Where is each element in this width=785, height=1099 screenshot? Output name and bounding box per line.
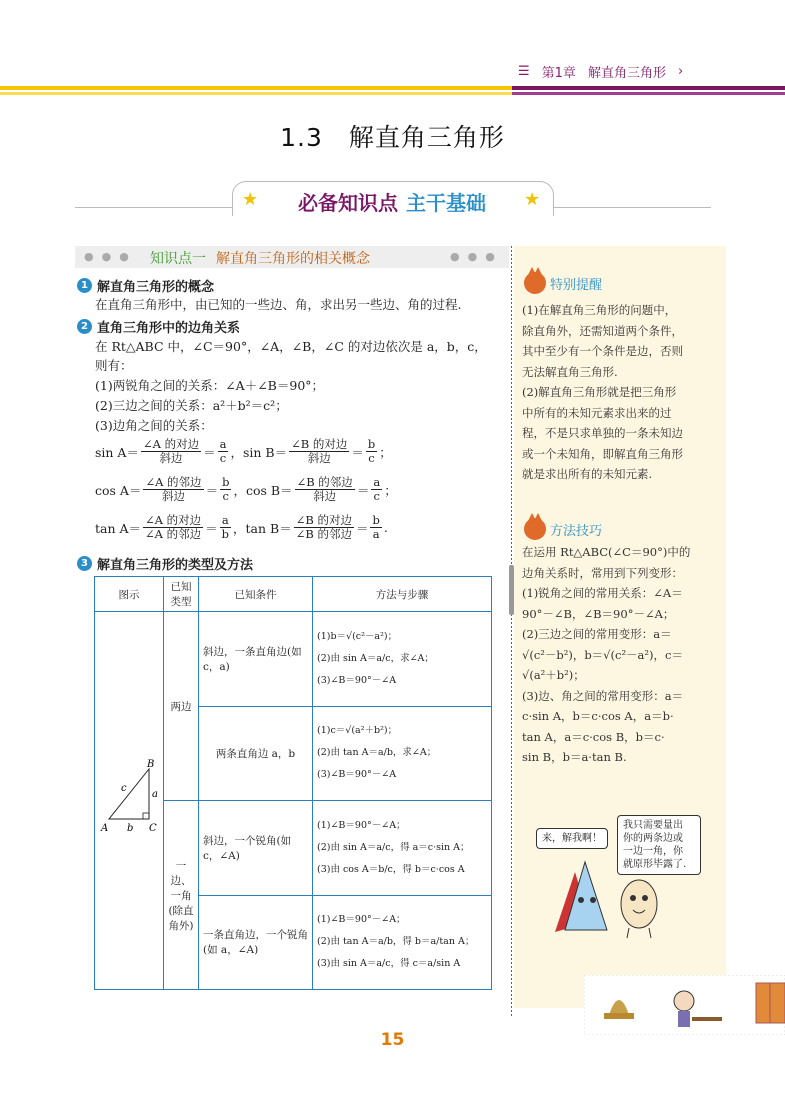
header-stripe [0,86,512,90]
banner-title [232,187,552,216]
bubble-line: 你的两条边或 [623,833,683,844]
table-header: 已知条件 [199,577,313,612]
item-heading-text: 解直角三角形的概念 [97,280,215,295]
number-badge: 1 [77,278,92,293]
step: (2)由 tan A＝a/b，求∠A； [317,747,437,759]
speech-bubble: 来，解我啊！ [536,828,608,849]
side-label: c [121,783,127,794]
tip-line: √(c²－b²)，b＝√(c²－a²)，c＝ [522,647,683,662]
tip-line: 中所有的未知元素求出来的过 [522,405,672,420]
section-label: 知识点一 [150,251,206,267]
fraction: $\frac{a}{b}$ [221,513,230,541]
step: (3)由 cos A＝b/c，得 b＝c·cos A [317,863,465,875]
tip-line: 在运用 Rt△ABC(∠C＝90°)中的 [522,545,691,559]
step: (3)∠B＝90°－∠A [317,674,397,686]
table-header-row [95,577,492,612]
side-label: b [127,823,134,834]
fraction: $\frac{\text{∠A 的对边}}{\text{∠A 的邻边}}$ [145,513,202,541]
item-heading-text: 解直角三角形的类型及方法 [97,558,254,573]
step: (2)由 tan A＝a/b，得 b＝a/tan A； [317,936,475,948]
fraction: $\frac{b}{c}$ [222,475,230,503]
cat-mascot-icon [524,272,546,294]
paragraph: (1)两锐角之间的关系：∠A＋∠B＝90°； [95,378,325,393]
column-divider [511,246,512,1016]
table-row [95,612,492,707]
formula-label: cos A＝ [95,482,142,498]
formula-label: ，sin B＝ [230,444,288,460]
side-label: a [152,789,158,800]
banner-part1: 必备知识点 [298,191,398,215]
table-header: 已知类型 [164,577,199,612]
chapter-number: 第1章 [541,66,576,81]
fraction: $\frac{\text{∠B 的邻边}}{\text{斜边}}$ [296,475,353,503]
step: (1)b＝√(c²－a²)； [317,630,398,642]
number-badge: 3 [77,556,92,571]
page-number: 15 [380,1030,405,1050]
step: (2)由 sin A＝a/c，得 a＝c·sin A； [317,841,470,853]
tip-line: tan A，a＝c·cos B，b＝c· [522,729,665,744]
section-title: 解直角三角形的相关概念 [216,251,370,267]
methods-table [94,576,492,990]
fraction: $\frac{\text{∠B 的对边}}{\text{∠B 的邻边}}$ [295,513,352,541]
tip-line: 程，不是只求单独的一条未知边 [522,426,683,440]
tip-line: (1)在解直角三角形的问题中， [522,303,677,317]
star-icon: ★ [242,189,259,210]
condition-cell: 斜边，一条直角边(如 c，a) [199,612,313,707]
tip-heading [524,272,602,294]
header-stripe [512,92,785,95]
fraction: $\frac{b}{a}$ [372,513,380,541]
steps-cell [313,801,492,896]
right-triangle-figure [99,759,159,839]
step: (1)∠B＝90°－∠A； [317,914,406,926]
bubble-line: 我只需要量出 [623,820,683,831]
item-heading [77,317,240,336]
type-cell: 一边、一角(除直角外) [164,801,199,990]
tip-line: c·sin A，b＝c·cos A，a＝b· [522,709,674,723]
item-heading [77,554,253,573]
step: (1)∠B＝90°－∠A； [317,819,406,831]
step: (3)∠B＝90°－∠A [317,769,397,781]
section-heading [150,248,370,268]
formula-label: tan A＝ [95,520,142,536]
formula-label: ，cos B＝ [233,482,293,498]
paragraph: (2)三边之间的关系：a²＋b²＝c²； [95,398,288,413]
chapter-nav[interactable] [518,62,683,81]
item-heading [77,276,214,295]
tip-title: 方法技巧 [550,523,603,539]
vertex-label: A [101,823,109,834]
dots-icon: ●●● [84,250,137,263]
item-heading-text: 直角三角形中的边角关系 [97,321,241,336]
dots-icon: ●●● [450,250,503,263]
tip-line: 或一个未知角，即解直角三角形 [522,446,683,461]
formula-sin: sin A＝ $\frac{\text{∠A 的对边}}{\text{斜边}}$ ＝ $\frac{a}{c}$ ，sin B＝ $\frac{\text{∠B 的对边}}{\text{斜边}}$ ＝ $\frac{b}{c}$ ； [95,437,392,465]
formula-label: sin A＝ [95,444,139,460]
step: (1)c＝√(a²＋b²)； [317,725,398,737]
vertex-label: B [147,759,155,770]
tip-line: 90°－∠B，∠B＝90°－∠A； [522,606,675,621]
step: (2)由 sin A＝a/c，求∠A； [317,652,434,664]
condition-cell: 斜边，一个锐角(如 c，∠A) [199,801,313,896]
tip-line: 除直角外，还需知道两个条件， [522,323,683,338]
figure-cell [95,612,164,990]
chapter-title: 解直角三角形 [587,66,666,81]
triangle-and-egg-cartoon-icon [545,852,675,942]
condition-cell: 一条直角边，一个锐角(如 a，∠A) [199,895,313,990]
table-header: 方法与步骤 [313,577,492,612]
cat-mascot-icon [524,518,546,540]
tip-line: (3)边、角之间的常用变形：a＝ [522,688,684,703]
step: (3)由 sin A＝a/c，得 c＝a/sin A [317,958,461,970]
paragraph: 则有： [95,358,133,373]
page-title: 1.3 解直角三角形 [280,123,505,152]
vertex-label: C [149,823,157,834]
steps-cell [313,706,492,801]
tip-line: 无法解直角三角形. [522,364,618,379]
number-badge: 2 [77,319,92,334]
fraction: $\frac{a}{c}$ [373,475,381,503]
list-icon: ☰ [518,64,530,79]
formula-cos: cos A＝ $\frac{\text{∠A 的邻边}}{\text{斜边}}$ ＝ $\frac{b}{c}$ ，cos B＝ $\frac{\text{∠B 的邻边}}{\text{斜边}}$ ＝ $\frac{a}{c}$ ； [95,475,397,503]
tip-line: 其中至少有一个条件是边，否则 [522,344,683,358]
tip-line: 边角关系时，常用到下列变形： [522,565,683,580]
condition-cell: 两条直角边 a，b [199,706,313,801]
banner-part2: 主干基础 [406,191,486,215]
tip-line: sin B，b＝a·tan B. [522,750,627,764]
header-stripe [512,86,785,90]
fraction: $\frac{a}{c}$ [219,437,227,465]
tip-line: (2)解直角三角形就是把三角形 [522,385,677,399]
formula-tan: tan A＝ $\frac{\text{∠A 的对边}}{\text{∠A 的邻边}}$ ＝ $\frac{a}{b}$ ，tan B＝ $\frac{\text{∠B 的对边}}{\text{∠B 的邻边}}$ ＝ $\frac{b}{a}$ . [95,513,388,541]
tip-line: (2)三边之间的常用变形：a＝ [522,627,672,641]
decorative-footer-illustration-icon [584,975,785,1035]
paragraph: 在直角三角形中，由已知的一些边、角，求出另一些边、角的过程. [95,297,462,312]
type-cell: 两边 [164,612,199,801]
header-stripe [0,92,512,95]
formula-label: ，tan B＝ [233,520,292,536]
fraction: $\frac{\text{∠B 的对边}}{\text{斜边}}$ [291,437,348,465]
table-header: 图示 [95,577,164,612]
tip-line: √(a²＋b²)； [522,668,585,682]
fraction: $\frac{b}{c}$ [367,437,376,465]
bubble-line: 就原形毕露了. [623,859,687,870]
paragraph: (3)边角之间的关系： [95,418,213,433]
tip-title: 特别提醒 [550,277,603,293]
fraction: $\frac{\text{∠A 的对边}}{\text{斜边}}$ [142,437,200,465]
bubble-line: 一边一角，你 [623,846,683,857]
steps-cell [313,895,492,990]
tip-heading [524,518,602,540]
tip-line: (1)锐角之间的常用关系：∠A＝ [522,586,683,600]
tip-line: 就是求出所有的未知元素. [522,467,653,481]
chevron-right-icon: › [677,64,684,79]
star-icon: ★ [524,189,541,210]
fraction: $\frac{\text{∠A 的邻边}}{\text{斜边}}$ [145,475,202,503]
paragraph: 在 Rt△ABC 中，∠C＝90°，∠A，∠B，∠C 的对边依次是 a，b，c， [95,339,487,354]
steps-cell [313,612,492,707]
